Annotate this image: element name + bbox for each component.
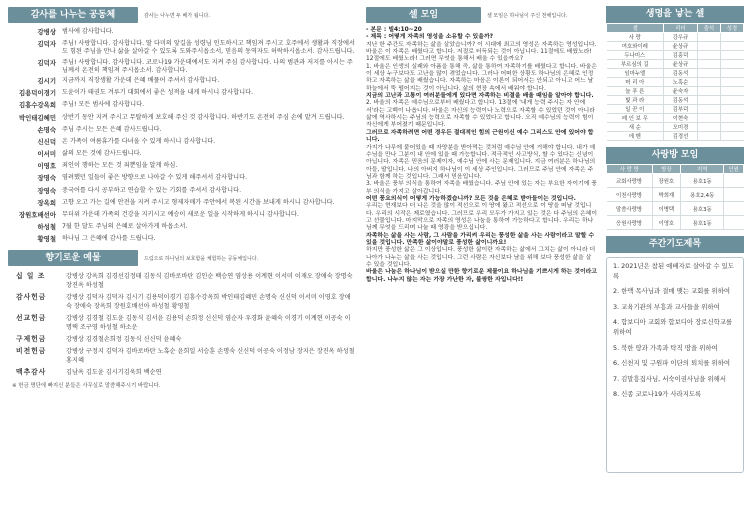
table-row <box>607 42 744 51</box>
offering-category: 맥추감사 <box>16 368 47 377</box>
cell-attendance <box>697 105 720 114</box>
cell-name: 임마누엘 <box>607 69 664 78</box>
thanks-row <box>8 89 356 97</box>
cell-leader: 김흥덕 <box>664 51 698 60</box>
sarang-area: 용호3동 <box>681 202 724 216</box>
cell-bible <box>720 60 743 69</box>
thanks-text: 삶의 모든 것에 감사드립니다. <box>62 150 142 158</box>
thanks-row <box>8 174 356 182</box>
thanks-text: 죄인이 행하는 모든 것 죄뿐임을 알게 하심. <box>62 162 178 170</box>
cell-leader: 윤숙자 <box>664 87 698 96</box>
cell-bible <box>720 51 743 60</box>
thanks-text: 범사에 감사합니다. <box>62 28 114 35</box>
cell-leader: 오미경 <box>664 123 698 132</box>
cell-attendance <box>697 123 720 132</box>
cell-name: 두나미스 <box>607 51 664 60</box>
cell-attendance <box>697 96 720 105</box>
prayer-item: 8. 신종 코로나19가 사라지도록 <box>613 390 702 399</box>
life-cells-header-cell: 출석 <box>697 24 720 33</box>
sarang-area: 용호1동 <box>681 174 724 188</box>
sarang-count <box>724 188 744 202</box>
cell-body <box>366 27 598 284</box>
thanks-name: 김덕자 <box>37 40 56 49</box>
cell-leader: 노혹순 <box>664 78 698 87</box>
prayer-item: 7. 김말흥집사님, 서숙이권사님을 위해서 <box>613 374 726 383</box>
thanks-row <box>8 150 356 158</box>
table-row <box>607 51 744 60</box>
thanks-header <box>8 6 356 24</box>
cell-note: 셀 모임은 하나님이 주신 천해입니다. <box>487 12 568 19</box>
sarang-count <box>724 174 744 188</box>
offering-names: 김남옥 김도윤 김시기김욱희 백순연 <box>66 369 162 377</box>
sarang-count <box>724 216 744 230</box>
offering-names: 강병상 김경철 김도윤 김동식 김서윤 김용덕 손희정 신신덕 염순자 우경화 윤혜숙 이경기 이계현 이공숙 이명택 조구영 하성철 하소운 <box>66 315 351 332</box>
cell-attendance <box>697 33 720 42</box>
thanks-name: 김용덕이경기 <box>18 89 56 98</box>
thanks-name: 신신덕 <box>37 137 56 146</box>
right-column <box>606 6 744 526</box>
cell-name: 빛 과 라 <box>607 96 664 105</box>
table-row <box>607 174 744 188</box>
offering-category: 구제헌금 <box>16 335 47 344</box>
cell-attendance <box>697 87 720 96</box>
sarang-header-cell: 방장 <box>652 165 681 174</box>
thanks-text: 염려했던 일들이 좋은 방향으로 나아갈 수 있게 해주셔서 감사합니다. <box>62 174 248 182</box>
thanks-row <box>8 126 356 134</box>
cell-attendance <box>697 78 720 87</box>
cell-bible <box>720 69 743 78</box>
table-row <box>607 96 744 105</box>
thanks-text: 주님 주시는 모든 은혜 감사드립니다. <box>62 125 162 133</box>
thanks-note: 감사는 나누면 두 배가 됩니다. <box>144 12 210 19</box>
thanks-name: 이영호 <box>37 162 56 171</box>
cell-paragraph: - 본문 : 빌4:10~20 <box>366 27 422 33</box>
cell-attendance <box>697 114 720 123</box>
thanks-text: 지금까지 직장생활 가운데 은혜 베풀어 주셔서 감사합니다. <box>62 76 220 84</box>
life-cells-table <box>606 23 744 141</box>
thanks-text: 도윤이가 태권도 겨루기 대회에서 좋은 성적을 내게 하시니 감사합니다. <box>62 89 254 97</box>
offerings-header <box>8 249 356 267</box>
sarang-header-cell: 인원 <box>724 165 744 174</box>
life-cells-header-cell: 셀 <box>607 24 664 33</box>
thanks-text: 중국어를 다시 공부하고 연습할 수 있는 기회를 주셔서 감사합니다. <box>62 186 242 194</box>
thanks-name: 장명숙 <box>37 174 56 183</box>
thanks-name: 장옥희 <box>37 198 56 207</box>
thanks-text: 무더위 가운데 가족의 건강을 지키시고 예승이 새로운 일을 시작하게 하시니 감사합니다. <box>62 211 299 219</box>
sarang-room: 응원사랑방 <box>607 216 653 230</box>
offerings-note: 드림으로 하나님의 보호함을 체험하는 공동체입니다. <box>144 255 259 262</box>
cell-bible <box>720 123 743 132</box>
cell-leader: 김경선 <box>664 132 698 141</box>
thanks-name: 황영철 <box>37 235 56 244</box>
thanks-row <box>8 28 356 36</box>
sarang-room: 이천사랑방 <box>607 188 653 202</box>
life-cells-title: 생명을 낳는 셀 <box>606 6 744 23</box>
thanks-name: 강병상 <box>37 28 56 36</box>
offerings-banner: 향기로운 예물 <box>8 250 138 266</box>
life-cells-header-cell: 성경 <box>720 24 743 33</box>
thanks-row <box>8 187 356 195</box>
thanks-text: 온 가족이 여름휴가를 다녀올 수 있게 하시니 감사합니다. <box>62 137 216 145</box>
table-row <box>607 123 744 132</box>
cell-attendance <box>697 51 720 60</box>
cell-name: 새 순 <box>607 123 664 132</box>
cell-paragraph: 어떤 풍요의식이 어떻게 가능하겠습니까? 모든 것을 은혜로 받아들이는 것입니다. <box>366 195 576 202</box>
cell-name: 늘 푸 른 <box>607 87 664 96</box>
cell-bible <box>720 132 743 141</box>
thanks-text: 주님! 사랑합니다. 감사합니다. 코로나19 가운데에서도 지켜 주심 감사합니다. 나의 범관과 저지를 아시는 주님께서 온전히 책임져 주시옵소서. 감사합니다. <box>62 58 353 74</box>
offering-names: 강병상 김덕자 김덕자 김시기 김용덕이경기 김흥수강옥희 박인태김혜민 손명숙 신신덕 이서미 이영호 장애숙 장애숙 장옥희 장원호배선아 하성철 황영철 <box>66 294 351 311</box>
thanks-text: 고향 오고 가는 길에 안전을 지켜 주시고 형제자매가 주안에서 복된 시간을 보내게 하시니 감사합니다. <box>62 198 335 206</box>
offering-row <box>8 272 356 290</box>
cell-paragraph: 3. 바울은 풍부 의식을 통하여 자족을 배웠습니다. 주님 안에 있는 자는 부요한 자이기에 풍부 의식을 가지고 살아갑니다. <box>366 181 597 195</box>
table-row <box>607 60 744 69</box>
cell-paragraph: 1. 바울은 인생의 실패와 아픔을 통해 즉, 삶을 통하여 자족하기를 배웠다고 합니다. 바울은 이 세상 누구보다도 고난을 많이 겪었습니다. 그러나 어떠한 상황도 하나님의 은혜로 인정하고 자족하는 삶을 배웠습니다. 자족하는 마음은 이론이 되어서는 안되고 아니고 어느 날 하늘에서 뚝 떨어지는 것이 아닙니다. 삶의 현장 속에서 배워야 합니다. <box>366 63 597 92</box>
cell-name: 일 꾼 이 <box>607 105 664 114</box>
thanks-text: 주님! 사랑합니다. 감사합니다. 딸 다미의 앞길을 성령님 인도하시고 책임져 주시고 호주에서 생활과 직장에서도 힘된 주님을 만나 삶을 살아갈 수 있도록 도와주시옵소서, 믿음의 동역자도 허락하시옵소서. 감사드립니다. <box>62 40 356 56</box>
prayer-item: 4. 합보디아 교회와 합보디아 장로신학교를 위하여 <box>613 318 733 336</box>
offering-row <box>8 335 356 344</box>
cell-name: 머 리 아 <box>607 78 664 87</box>
offerings-footnote: ※ 헌금 명단에 빠지신 분들은 사무실로 말씀해주시기 바랍니다. <box>12 383 161 390</box>
sarang-leader: 이병택 <box>652 202 681 216</box>
offering-names: 강병상 구정지 김덕자 김바로바탄 노혹순 윤희일 서승훈 손명숙 신신덕 이공숙 이정남 장지은 장진옥 하성철 홍지혜 <box>66 348 355 365</box>
sarang-title: 사랑방 모임 <box>606 147 744 164</box>
cell-paragraph: 가지가 나무에 붙어있을 때 자양분을 받아먹는 것처럼 예수님 안에 거해야 합니다. 내가 예수님을 만나 그분이 내 안에 있을 때 가능합니다. 적극적인 사고방식, 할 수 있다는 신념이 아닙니다. 자족은 믿음의 문제이자, 예수님 안에 사는 문제입니다. 지금 여러분은 하나님의 아들, 딸입니다. 나의 아버지 하나님이 이 세상 주인입니다. 그러므로 주님 안에 자족은 주님과 함께 하는 것입니다. 그래서 믿음입니다. <box>366 144 596 180</box>
thanks-name: 손명숙 <box>37 125 56 134</box>
cell-paragraph: 2. 바울의 자족은 예수님으로부터 배웠다고 합니다. 13절에 '내게 능력 주시는 자 안에서'라는 고백이 나옵니다. 바울은 자신의 능력이나 노력으로 자족할 수 있었던 것이 아니라 삶에 역사하시는 주님의 능력으로 자족할 수 있었다고 합니다. 오직 예수님의 능력이 힘이 자신에게 부어졌기 때문입니다. <box>366 100 595 129</box>
cell-bible <box>720 114 743 123</box>
sarang-leader: 장원호 <box>652 174 681 188</box>
table-row <box>607 33 744 42</box>
thanks-name: 장영숙 <box>37 186 56 195</box>
table-row <box>607 188 744 202</box>
thanks-row <box>8 114 356 122</box>
thanks-row <box>8 211 356 219</box>
cell-leader: 김동석 <box>664 69 698 78</box>
sarang-leader: 이영호 <box>652 216 681 230</box>
cell-bible <box>720 96 743 105</box>
sarang-header-row <box>607 165 744 174</box>
thanks-name: 김덕자 <box>37 58 56 67</box>
offering-row <box>8 314 356 332</box>
cell-bible <box>720 78 743 87</box>
prayer-item: 5. 북한 땅과 가족과 탁직 땅을 위하여 <box>613 343 718 352</box>
thanks-text: 주님! 모든 범사에 감사합니다. <box>62 101 145 109</box>
offering-category: 선교헌금 <box>16 314 47 323</box>
cell-attendance <box>697 69 720 78</box>
prayer-item: 3. 교육기관의 부흥과 교사들을 위하여 <box>613 302 720 311</box>
thanks-row <box>8 59 356 75</box>
offering-row <box>8 368 356 377</box>
offering-category: 비전헌금 <box>16 347 47 356</box>
thanks-row <box>8 40 356 56</box>
sarang-header-cell: 사 랑 방 <box>607 165 653 174</box>
cell-name: 레 인 보 우 <box>607 114 664 123</box>
sarang-area: 용호2,4동 <box>681 188 724 202</box>
cell-attendance <box>697 60 720 69</box>
table-row <box>607 78 744 87</box>
cell-name: 사 랑 <box>607 33 664 42</box>
cell-paragraph: 바울은 나눔은 하나님이 받으실 만한 향기로운 제물이요 하나님을 기쁘시게 하는 것이라고 합니다. 나누지 않는 자는 가장 가난한 자, 불쌍한 자입니다!! <box>366 269 598 283</box>
thanks-row <box>8 235 356 243</box>
life-cells-header-row <box>607 24 744 33</box>
offering-row <box>8 293 356 311</box>
cell-leader: 윤상규 <box>664 42 698 51</box>
thanks-row <box>8 162 356 170</box>
cell-name: 부르심의 길 <box>607 60 664 69</box>
cell-leader: 김동석 <box>664 96 698 105</box>
thanks-text: 하나님 그 은혜에 감사를 드립니다. <box>62 235 156 243</box>
sarang-room: 말씀사랑방 <box>607 202 653 216</box>
thanks-name: 박인태김혜민 <box>18 113 56 122</box>
cell-paragraph: 지금의 고난과 고통이 여러분들에게 있다면 자족하는 비결을 배울 때임을 알아야 합니다. <box>366 93 594 100</box>
thanks-name: 장원호배선아 <box>18 211 56 220</box>
cell-paragraph: 우리는 현재보다 더 나은 것을 많이 적선으로 이 땅에 왔고 적선으로 이 땅을 떠날 것입니다. 우리의 시작은 제로였습니다. 그러므로 우리 모두가 가지고 있는 것은 다 주님의 은혜이고 선물입니다. 마지막으로 자족의 영성은 나눔을 통하여 가능하다고 합니다. 우리는 하나님께 무엇을 드리며 나눌 때 영광을 받으십니다. <box>366 203 598 232</box>
cell-leader: 강우규 <box>664 33 698 42</box>
thanks-name: 하성철 <box>37 223 56 232</box>
thanks-row <box>8 138 356 146</box>
cell-header <box>366 6 598 24</box>
cell-bible <box>720 87 743 96</box>
table-row <box>607 216 744 230</box>
prayer-item: 6. 신천지 및 구원파 이단의 퇴치를 위하여 <box>613 359 731 368</box>
thanks-name: 김시기 <box>37 76 56 85</box>
cell-paragraph: 지난 한 주간도 자족하는 삶을 살았습니까? 이 시대에 최고의 영성은 자족하는 영성입니다. 바울은 이 자족은 배웠다고 합니다. 저절로 터득되는 것이 아닙니다. 11절에도 배웠노라! 12절에도 배웠노라! 그러면 무엇을 통해서 배울 수 있을까요? <box>366 41 597 63</box>
offering-names: 강병상 김경철손희정 김동식 신신덕 윤혜숙 <box>66 336 182 344</box>
prayer-item: 1. 2021년은 참된 예배자로 살아갈 수 있도록 <box>613 262 734 280</box>
cell-name: 여호와이레 <box>607 42 664 51</box>
thanks-list <box>8 28 356 243</box>
thanks-text: 상반기 동안 지켜 주시고 무탈하게 보호해 주신 것 감사합니다. 하반기도 온전히 주심 손에 맡겨 드립니다. <box>62 113 345 121</box>
table-row <box>607 105 744 114</box>
prayer-title: 주간기도제목 <box>606 236 744 253</box>
cell-attendance <box>697 42 720 51</box>
cell-bible <box>720 105 743 114</box>
table-row <box>607 69 744 78</box>
offering-category: 감사헌금 <box>16 293 47 302</box>
cell-banner: 셀 모임 <box>366 7 481 23</box>
thanks-row <box>8 77 356 85</box>
offering-names: 강병상 강옥희 김경선김정태 김동식 김바로바탄 김인순 백승연 염상용 이계현 이서미 이재오 장애숙 장명숙 장진옥 하성철 <box>66 273 353 290</box>
table-row <box>607 132 744 141</box>
cell-paragraph: 자족하는 삶을 사는 사람, 그 사람을 가리켜 우리는 풍성한 삶을 사는 사람이라고 말할 수 있을 것입니다. 만족한 삶이야말로 풍성한 삶이니까요! <box>366 232 595 246</box>
cell-paragraph: 하지만 풍성한 삶은 그 이상입니다. 풍성한 삶이란 자족하는 삶에서 그치는 삶이 아니라 더 나아가 나누는 삶을 사는 것입니다. 그런 사람은 자신보다 남을 위해 보다 풍성한 삶을 살 수 있을 것입니다. <box>366 247 596 268</box>
thanks-row <box>8 199 356 207</box>
cell-leader: 윤상규 <box>664 60 698 69</box>
offering-category: 십 일 조 <box>16 272 46 281</box>
sarang-header-cell: 지역 <box>681 165 724 174</box>
prayer-box <box>606 257 744 473</box>
offerings-list <box>8 272 356 377</box>
table-row <box>607 202 744 216</box>
thanks-row <box>8 101 356 109</box>
sarang-count <box>724 202 744 216</box>
cell-leader: 이현숙 <box>664 114 698 123</box>
cell-paragraph: - 제목 : 어떻게 자족의 영성을 소유할 수 있을까? <box>366 34 494 41</box>
sarang-area: 용호1동 <box>681 216 724 230</box>
cell-leader: 김부덕 <box>664 105 698 114</box>
cell-name: 에 벤 <box>607 132 664 141</box>
prayer-item: 2. 한맥 목사님과 결매 맺는 교회를 위하여 <box>613 287 731 296</box>
cell-bible <box>720 42 743 51</box>
thanks-name: 이서미 <box>37 150 56 159</box>
offering-row <box>8 347 356 365</box>
table-row <box>607 87 744 96</box>
thanks-banner: 감사를 나누는 공동체 <box>8 7 138 23</box>
cell-paragraph: 그러므로 자족하려면 어떤 경우든 절대적인 힘의 근원이신 예수 그리스도 안에 있어야 합니다. <box>366 129 594 144</box>
life-cells-header-cell: 리더 <box>664 24 698 33</box>
left-column <box>8 6 356 526</box>
table-row <box>607 114 744 123</box>
center-column <box>366 6 598 526</box>
thanks-text: 7월 한 달도 주님의 은혜로 살아가게 하옵소서. <box>62 223 188 231</box>
sarang-room: 교회사랑방 <box>607 174 653 188</box>
sarang-leader: 박희재 <box>652 188 681 202</box>
thanks-row <box>8 223 356 231</box>
cell-attendance <box>697 132 720 141</box>
thanks-name: 김흥수강옥희 <box>18 101 56 110</box>
cell-bible <box>720 33 743 42</box>
sarang-table <box>606 164 744 230</box>
